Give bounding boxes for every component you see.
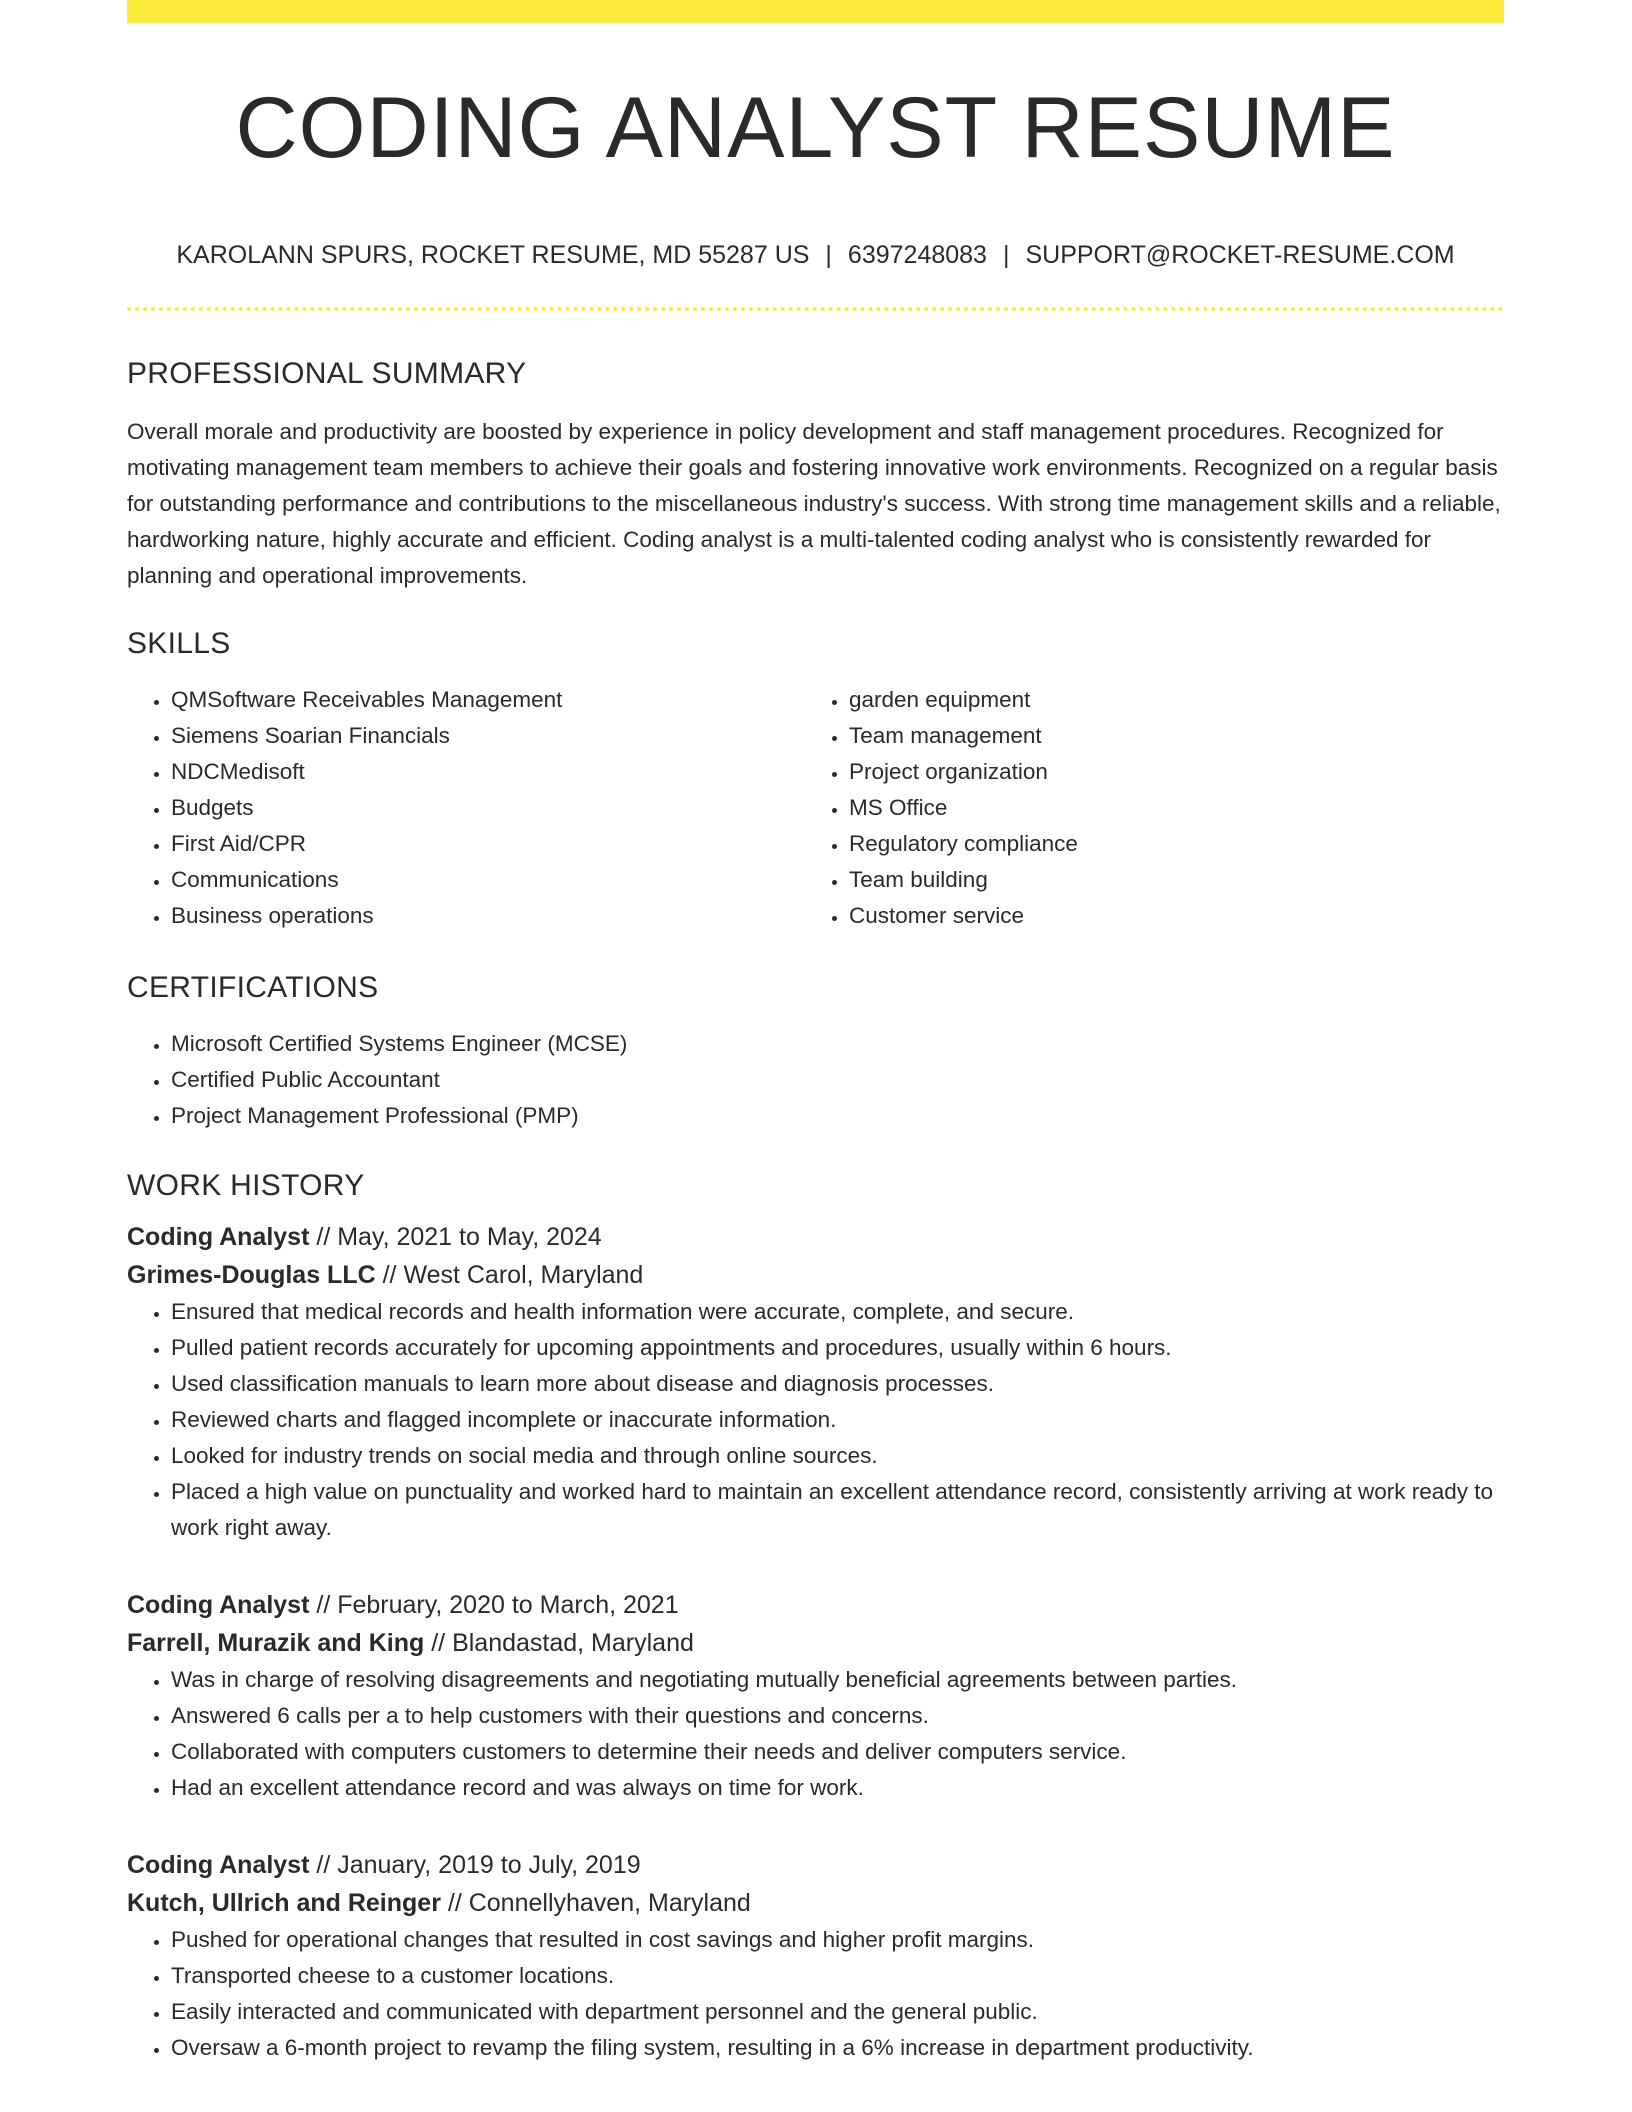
job-title: Coding Analyst — [127, 1591, 310, 1619]
list-item: • Team building — [849, 862, 1483, 898]
summary-section — [127, 354, 1504, 594]
list-item: • Business operations — [171, 898, 805, 934]
job-location: // Connellyhaven, Maryland — [440, 1889, 751, 1917]
list-item: • Placed a high value on punctuality and worked hard to maintain an excellent attendance record, consistently arriving at work ready to work right away. — [171, 1474, 1504, 1546]
certifications-heading: CERTIFICATIONS — [127, 971, 379, 1004]
list-item: • NDCMedisoft — [171, 754, 805, 790]
job-bullets — [127, 1922, 1504, 2066]
list-item: • Had an excellent attendance record and was always on time for work. — [171, 1770, 1504, 1806]
job-dates: // January, 2019 to July, 2019 — [309, 1851, 641, 1879]
list-item: • Was in charge of resolving disagreements and negotiating mutually beneficial agreements between parties. — [171, 1662, 1504, 1698]
job-entry — [127, 1846, 1504, 2066]
list-item: • Pushed for operational changes that resulted in cost savings and higher profit margins. — [171, 1922, 1504, 1958]
skills-section — [127, 624, 1504, 934]
list-item: • QMSoftware Receivables Management — [171, 682, 805, 718]
list-item: • Project Management Professional (PMP) — [171, 1098, 1504, 1134]
summary-heading: PROFESSIONAL SUMMARY — [127, 357, 527, 390]
skills-column-left — [127, 682, 805, 934]
job-company-line — [127, 1624, 1504, 1662]
job-title-line — [127, 1586, 1504, 1624]
list-item: • Answered 6 calls per a to help customers with their questions and concerns. — [171, 1698, 1504, 1734]
list-item: • Oversaw a 6-month project to revamp the filing system, resulting in a 6% increase in department productivity. — [171, 2030, 1504, 2066]
page-title: CODING ANALYST RESUME — [235, 80, 1396, 176]
list-item: • Collaborated with computers customers to determine their needs and deliver computers service. — [171, 1734, 1504, 1770]
job-company: Kutch, Ullrich and Reinger — [127, 1889, 441, 1917]
list-item: • First Aid/CPR — [171, 826, 805, 862]
list-item: • Communications — [171, 862, 805, 898]
job-company-line — [127, 1884, 1504, 1922]
contact-separator: | — [825, 241, 832, 269]
accent-top-bar — [127, 0, 1504, 23]
skills-list-right — [805, 682, 1483, 934]
job-location: // Blandastad, Maryland — [424, 1629, 694, 1657]
dotted-divider — [127, 307, 1504, 311]
job-company-line — [127, 1256, 1504, 1294]
job-title-line — [127, 1846, 1504, 1884]
job-title: Coding Analyst — [127, 1851, 310, 1879]
job-bullets — [127, 1662, 1504, 1806]
list-item: • Easily interacted and communicated with department personnel and the general public. — [171, 1994, 1504, 2030]
contact-line — [127, 238, 1504, 272]
job-location: // West Carol, Maryland — [375, 1261, 644, 1289]
list-item: • Used classification manuals to learn more about disease and diagnosis processes. — [171, 1366, 1504, 1402]
work-history-section — [127, 1166, 1504, 2066]
list-item: • Regulatory compliance — [849, 826, 1483, 862]
list-item: • Project organization — [849, 754, 1483, 790]
jobs-container — [127, 1218, 1504, 2066]
summary-text: Overall morale and productivity are boosted by experience in policy development and staff management procedures. Recognized for motivating management team members to achieve their goals and fostering innovative work environments. Recognized on a regular basis for outstanding performance and contributions to the miscellaneous industry's success. With strong time management skills and a reliable, hardworking nature, highly accurate and efficient. Coding analyst is a multi-talented coding analyst who is consistently rewarded for planning and operational improvements. — [127, 419, 1501, 588]
list-item: • Team management — [849, 718, 1483, 754]
list-item: • Siemens Soarian Financials — [171, 718, 805, 754]
work-history-heading: WORK HISTORY — [127, 1169, 365, 1202]
job-company: Grimes-Douglas LLC — [127, 1261, 376, 1289]
contact-email: SUPPORT@ROCKET-RESUME.COM — [1025, 241, 1455, 269]
contact-phone: 6397248083 — [847, 241, 987, 269]
job-title: Coding Analyst — [127, 1223, 310, 1251]
list-item: • Pulled patient records accurately for upcoming appointments and procedures, usually within 6 hours. — [171, 1330, 1504, 1366]
skills-heading: SKILLS — [127, 627, 231, 660]
skills-columns — [127, 682, 1504, 934]
skills-column-right — [805, 682, 1483, 934]
list-item: • MS Office — [849, 790, 1483, 826]
list-item: • Budgets — [171, 790, 805, 826]
certifications-section — [127, 968, 1504, 1134]
job-bullets — [127, 1294, 1504, 1546]
skills-list-left — [127, 682, 805, 934]
list-item: • Microsoft Certified Systems Engineer (MCSE) — [171, 1026, 1504, 1062]
list-item: • garden equipment — [849, 682, 1483, 718]
contact-separator: | — [1002, 241, 1010, 269]
job-entry — [127, 1218, 1504, 1546]
job-dates: // May, 2021 to May, 2024 — [309, 1223, 602, 1251]
contact-address: KAROLANN SPURS, ROCKET RESUME, MD 55287 US — [176, 241, 810, 269]
list-item: • Reviewed charts and flagged incomplete or inaccurate information. — [171, 1402, 1504, 1438]
list-item: • Transported cheese to a customer locations. — [171, 1958, 1504, 1994]
job-title-line — [127, 1218, 1504, 1256]
job-dates: // February, 2020 to March, 2021 — [309, 1591, 679, 1619]
list-item: • Customer service — [849, 898, 1483, 934]
certifications-list — [127, 1026, 1504, 1134]
job-entry — [127, 1586, 1504, 1806]
list-item: • Ensured that medical records and health information were accurate, complete, and secure. — [171, 1294, 1504, 1330]
list-item: • Certified Public Accountant — [171, 1062, 1504, 1098]
list-item: • Looked for industry trends on social media and through online sources. — [171, 1438, 1504, 1474]
job-company: Farrell, Murazik and King — [127, 1629, 425, 1657]
